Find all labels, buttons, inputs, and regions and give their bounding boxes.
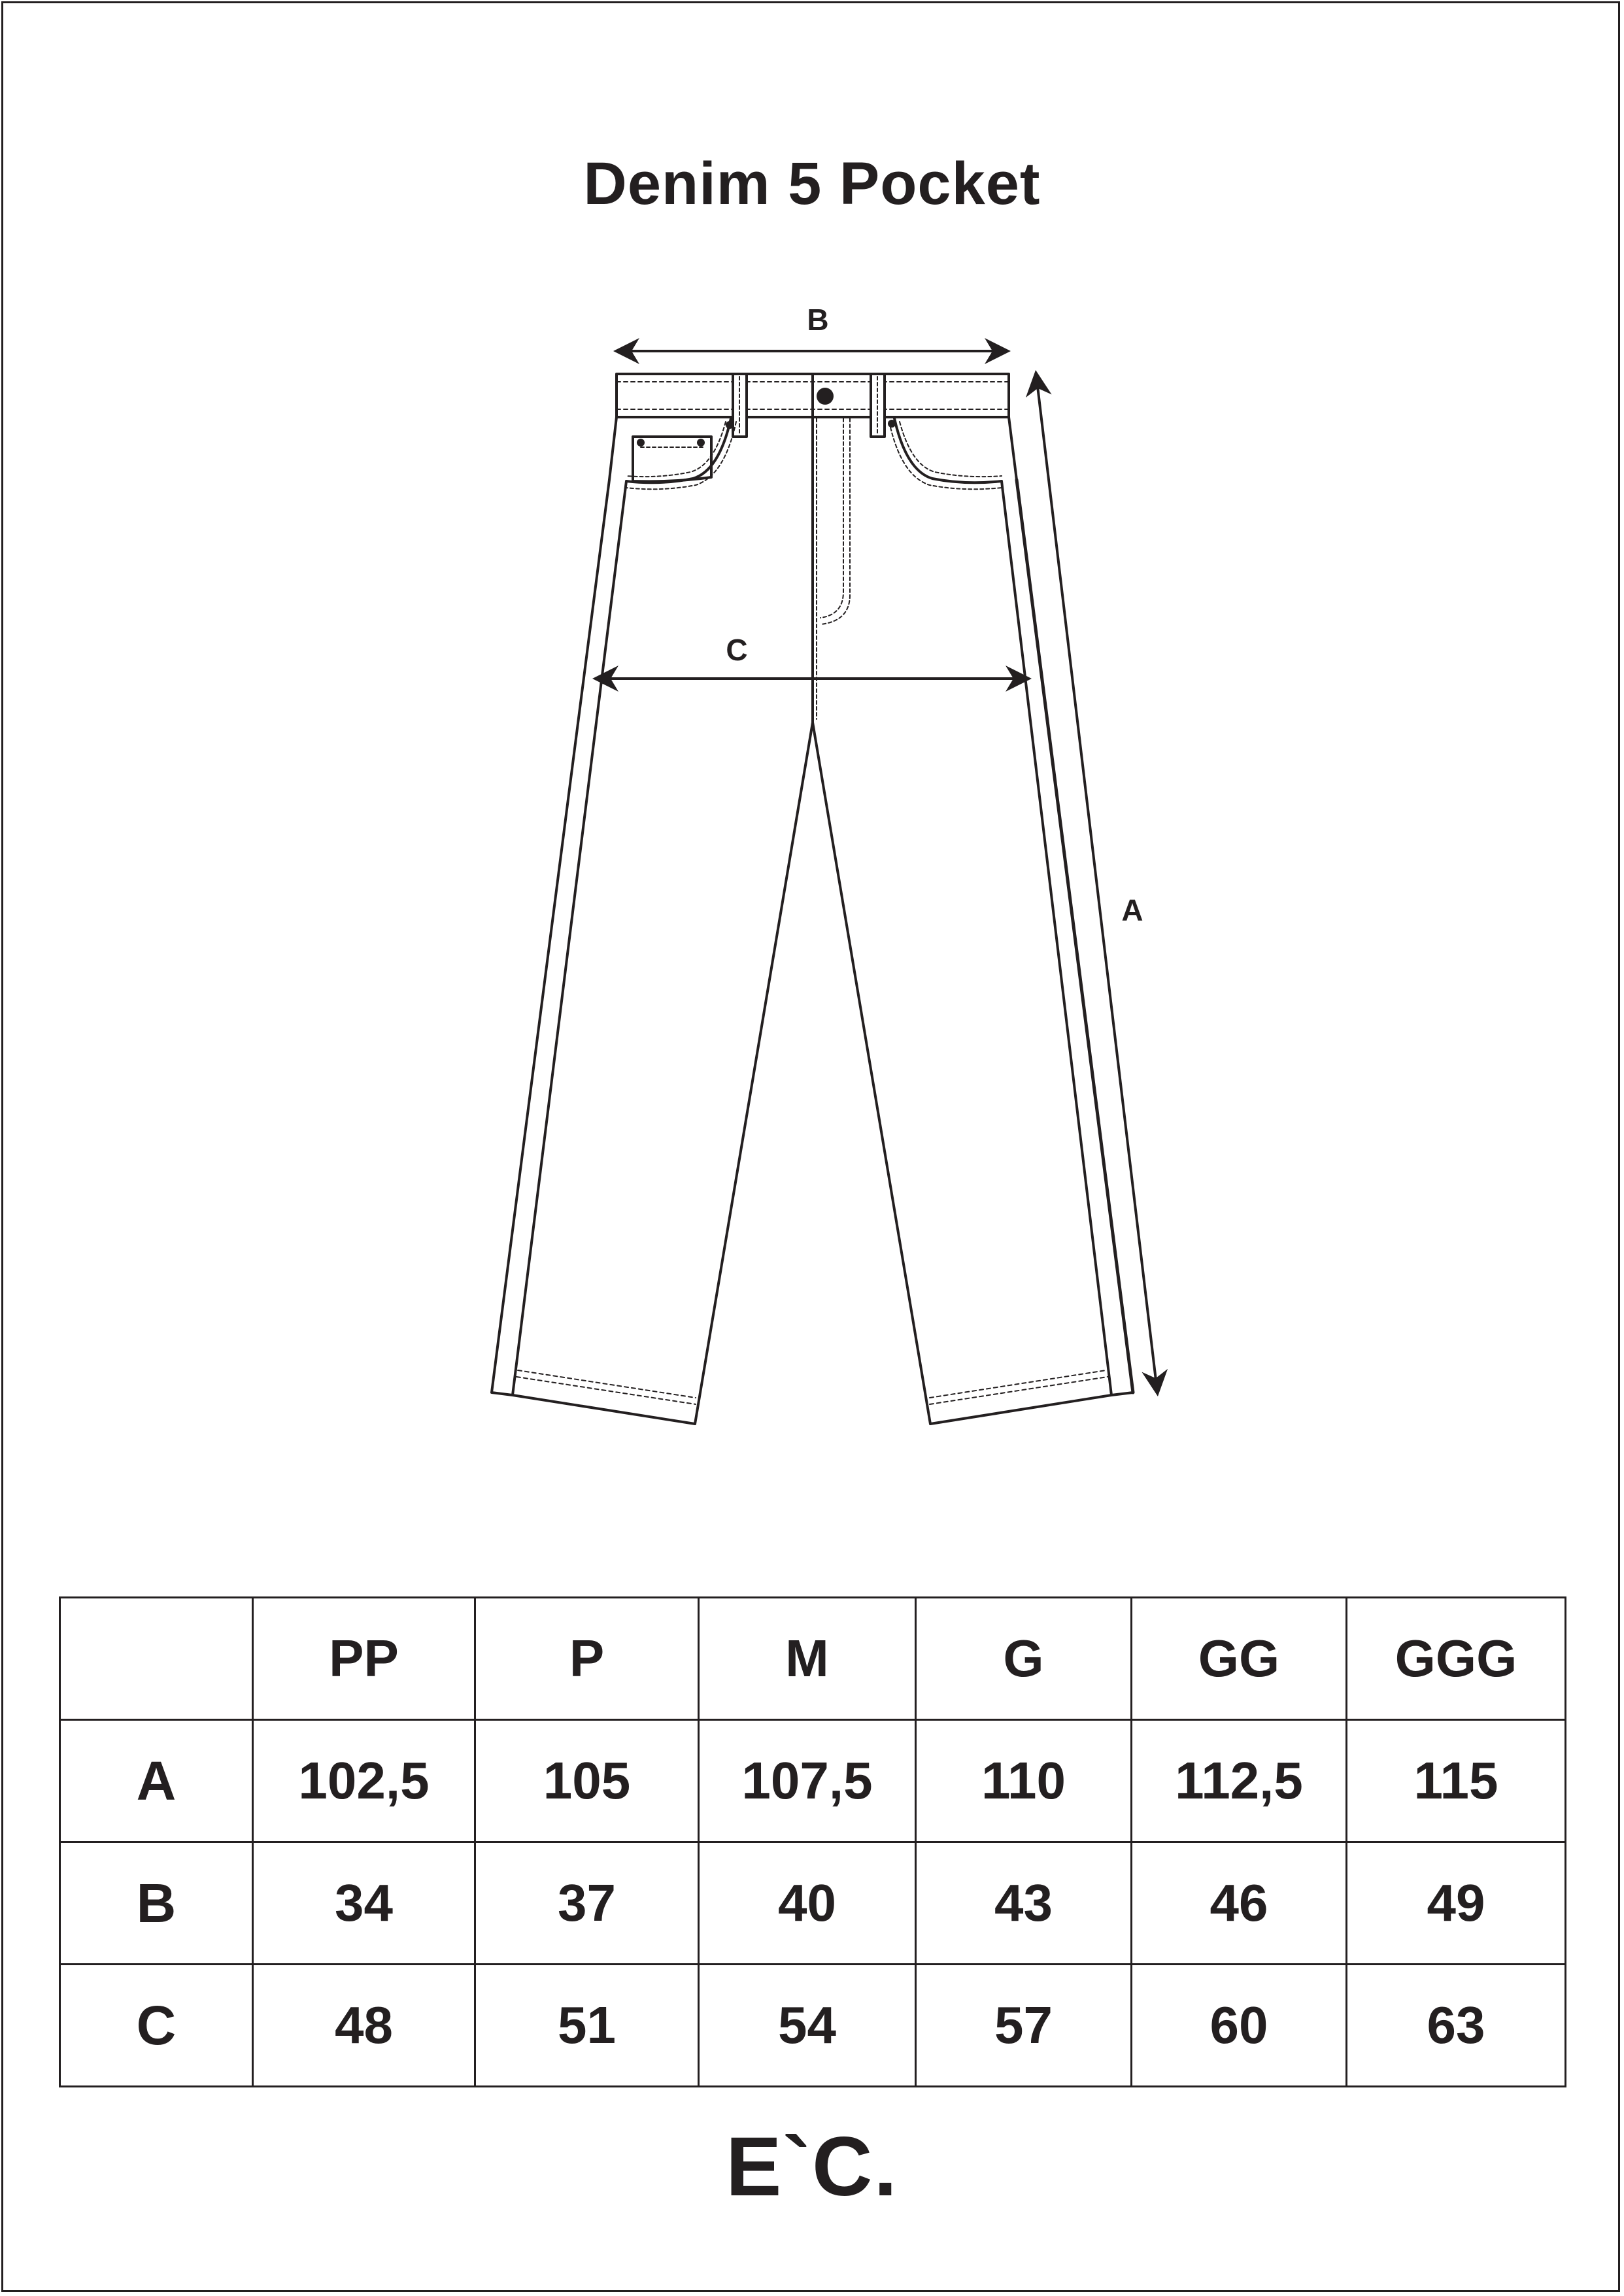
table-cell: 43 [916, 1842, 1132, 1965]
rivet-icon [726, 421, 734, 429]
size-header-cell: PP [253, 1598, 475, 1720]
table-row [60, 1965, 1566, 2087]
button-icon [817, 388, 834, 405]
table-cell: 49 [1347, 1842, 1566, 1965]
corner-cell [60, 1598, 253, 1720]
table-cell: 37 [475, 1842, 699, 1965]
rivet-icon [637, 439, 645, 447]
measurement-a [1036, 375, 1157, 1391]
pants-outline [492, 417, 1133, 1424]
table-cell: 51 [475, 1965, 699, 2087]
rivet-icon [697, 439, 705, 447]
table-cell: 60 [1132, 1965, 1347, 2087]
right-side-seam [1002, 481, 1111, 1395]
table-cell: 112,5 [1132, 1720, 1347, 1842]
rivet-icon [888, 420, 896, 428]
table-cell: 57 [916, 1965, 1132, 2087]
table-cell: 48 [253, 1965, 475, 2087]
measurement-c-label: C [726, 633, 748, 667]
row-label: A [60, 1720, 253, 1842]
table-cell: 107,5 [699, 1720, 916, 1842]
measurement-a-arrow [1036, 375, 1157, 1391]
table-row [60, 1842, 1566, 1965]
table-cell: 115 [1347, 1720, 1566, 1842]
table-cell: 105 [475, 1720, 699, 1842]
size-header-cell: GG [1132, 1598, 1347, 1720]
table-row [60, 1720, 1566, 1842]
hem-stitches [516, 1370, 1108, 1404]
fly-stitch [820, 418, 850, 624]
table-cell: 110 [916, 1720, 1132, 1842]
left-side-seam [513, 481, 626, 1395]
measurement-b-label: B [807, 303, 829, 337]
table-cell: 34 [253, 1842, 475, 1965]
table-cell: 63 [1347, 1965, 1566, 2087]
brand-logo: E`C. [726, 2120, 898, 2214]
size-table [59, 1596, 1566, 2087]
measurement-b [618, 303, 1006, 351]
page-title: Denim 5 Pocket [583, 150, 1041, 217]
table-cell: 102,5 [253, 1720, 475, 1842]
size-header-cell: M [699, 1598, 916, 1720]
table-cell: 46 [1132, 1842, 1347, 1965]
measurement-a-label: A [1121, 893, 1143, 927]
row-label: B [60, 1842, 253, 1965]
size-header-cell: GGG [1347, 1598, 1566, 1720]
table-cell: 40 [699, 1842, 916, 1965]
size-header-row [60, 1598, 1566, 1720]
size-header-cell: P [475, 1598, 699, 1720]
table-cell: 54 [699, 1965, 916, 2087]
row-label: C [60, 1965, 253, 2087]
size-header-cell: G [916, 1598, 1132, 1720]
